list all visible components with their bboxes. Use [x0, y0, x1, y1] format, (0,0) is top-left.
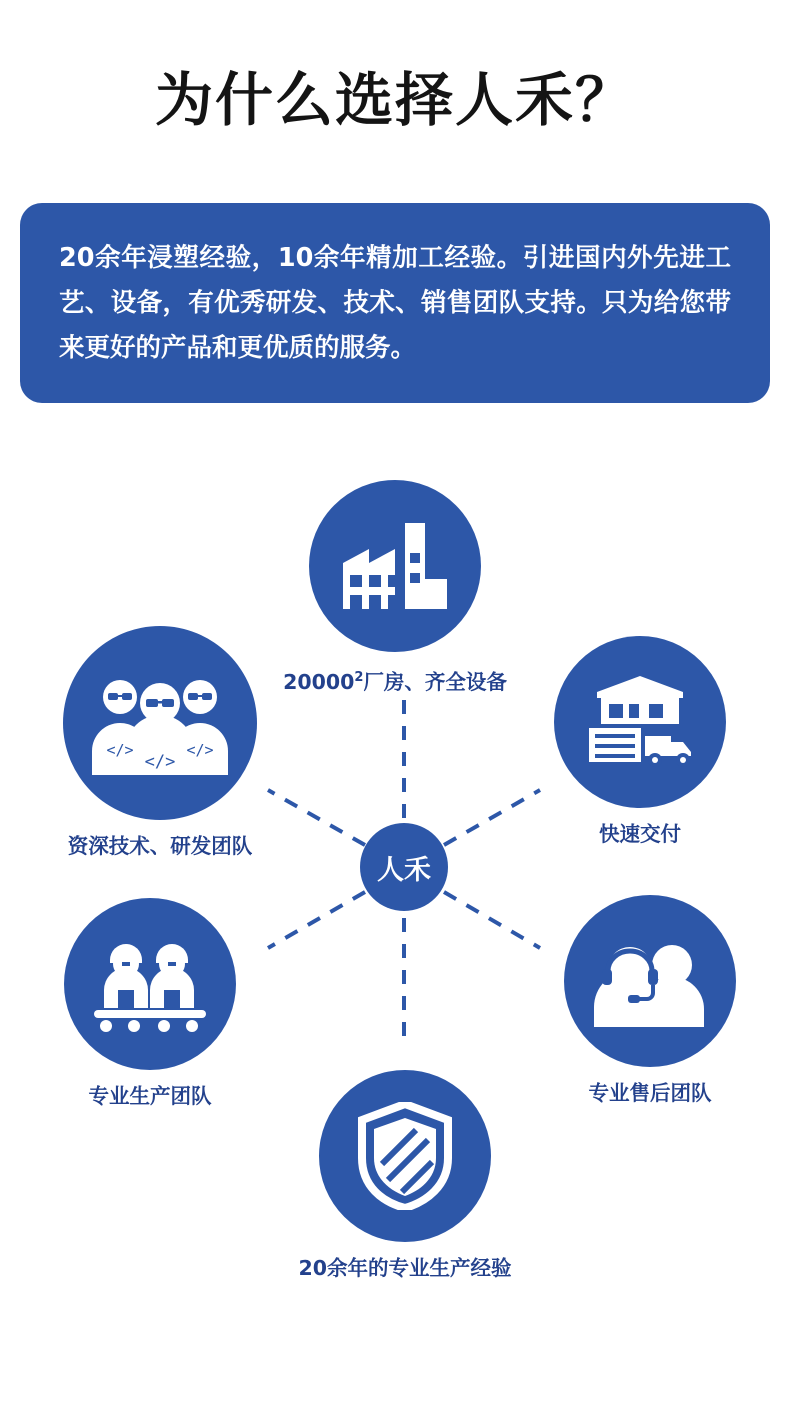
warehouse-truck-icon [585, 676, 695, 768]
benefits-diagram [0, 440, 790, 1350]
team-bubble [63, 626, 257, 820]
factory-label-rest: 厂房、齐全设备 [363, 669, 507, 694]
shield-icon [358, 1102, 452, 1210]
service-bubble [564, 895, 736, 1067]
node-quality[interactable] [255, 1070, 555, 1281]
node-team[interactable] [10, 626, 310, 859]
node-service-label: 专业售后团队 [588, 1081, 712, 1105]
center-hub [360, 823, 448, 911]
quality-bubble [319, 1070, 491, 1242]
page-title: 为什么选择人禾？ [154, 66, 635, 134]
factory-bubble [309, 480, 481, 652]
node-production-label: 专业生产团队 [88, 1084, 212, 1108]
node-quality-label: 20余年的专业生产经验 [298, 1256, 512, 1280]
factory-area-value: 20000 [283, 669, 355, 694]
delivery-bubble [554, 636, 726, 808]
svg-text:</>: </> [106, 741, 134, 759]
svg-text:</>: </> [186, 741, 214, 759]
engineers-icon [90, 671, 230, 775]
node-team-label: 资深技术、研发团队 [67, 834, 253, 858]
center-hub-label: 人禾 [377, 854, 431, 886]
intro-text: 20余年浸塑经验，10余年精加工经验。引进国内外先进工艺、设备，有优秀研发、技术、销售团队支持。只为给您带来更好的产品和更优质的服务。 [59, 242, 731, 363]
intro-panel [20, 203, 770, 403]
production-bubble [64, 898, 236, 1070]
headset-support-icon [586, 935, 714, 1027]
assembly-line-icon [92, 936, 208, 1032]
node-delivery-label: 快速交付 [599, 822, 681, 846]
svg-text:</>: </> [144, 752, 176, 772]
factory-area-unit: 2 [354, 670, 364, 685]
factory-icon [343, 523, 447, 609]
node-delivery[interactable] [490, 636, 790, 847]
